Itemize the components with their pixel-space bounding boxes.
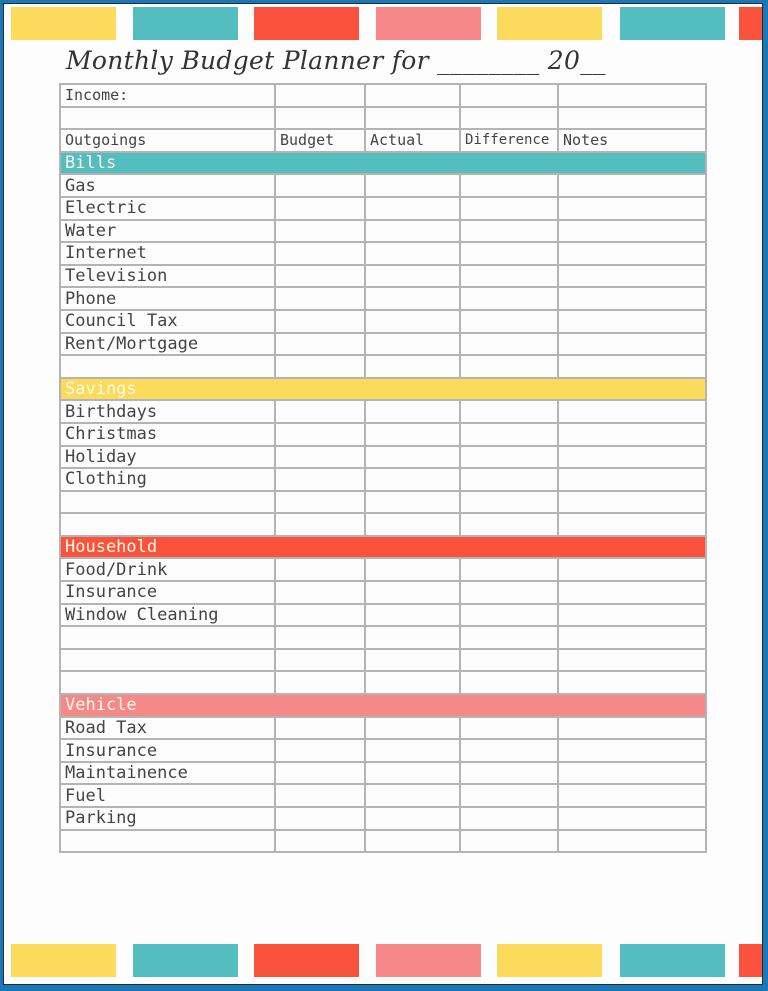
budget-cell[interactable]	[275, 762, 365, 785]
difference-cell[interactable]	[460, 671, 558, 694]
difference-cell[interactable]	[460, 649, 558, 672]
top-color-strip	[4, 7, 762, 40]
notes-cell[interactable]	[558, 581, 706, 604]
table-row	[60, 762, 706, 785]
difference-cell[interactable]	[460, 220, 558, 243]
difference-cell[interactable]	[460, 604, 558, 627]
actual-cell[interactable]	[365, 333, 460, 356]
difference-cell[interactable]	[460, 784, 558, 807]
expense-label: Internet	[60, 242, 275, 265]
actual-cell[interactable]	[365, 649, 460, 672]
budget-cell[interactable]	[275, 626, 365, 649]
budget-cell[interactable]	[275, 355, 365, 378]
notes-cell[interactable]	[558, 174, 706, 197]
table-row	[60, 604, 706, 627]
section-title: Savings	[60, 378, 275, 401]
budget-cell[interactable]	[275, 604, 365, 627]
section-bar-fill	[558, 536, 706, 559]
notes-cell[interactable]	[558, 400, 706, 423]
section-header-household	[60, 536, 706, 559]
expense-label: Clothing	[60, 468, 275, 491]
blank-cell[interactable]	[275, 107, 365, 130]
expense-label: Window Cleaning	[60, 604, 275, 627]
blank-cell[interactable]	[60, 107, 275, 130]
decorative-color-bar	[497, 7, 602, 40]
table-row	[60, 400, 706, 423]
budget-cell[interactable]	[275, 581, 365, 604]
notes-cell[interactable]	[558, 558, 706, 581]
actual-cell[interactable]	[365, 671, 460, 694]
budget-cell[interactable]	[275, 423, 365, 446]
notes-cell[interactable]	[558, 242, 706, 265]
section-title: Bills	[60, 152, 275, 175]
actual-cell[interactable]	[365, 446, 460, 469]
actual-cell[interactable]	[365, 626, 460, 649]
difference-cell[interactable]	[460, 513, 558, 536]
notes-cell[interactable]	[558, 739, 706, 762]
budget-cell[interactable]	[275, 242, 365, 265]
decorative-color-bar	[620, 7, 725, 40]
expense-label: Maintainence	[60, 762, 275, 785]
difference-cell[interactable]	[460, 807, 558, 830]
column-header-actual: Actual	[365, 129, 460, 152]
table-row	[60, 558, 706, 581]
notes-cell[interactable]	[558, 604, 706, 627]
section-bar-fill	[275, 694, 365, 717]
income-row	[60, 84, 706, 107]
difference-cell[interactable]	[460, 197, 558, 220]
notes-cell[interactable]	[558, 310, 706, 333]
blank-label-cell[interactable]	[60, 513, 275, 536]
budget-cell[interactable]	[275, 265, 365, 288]
notes-cell[interactable]	[558, 423, 706, 446]
notes-cell[interactable]	[558, 807, 706, 830]
actual-cell[interactable]	[365, 807, 460, 830]
blank-label-cell[interactable]	[60, 649, 275, 672]
actual-cell[interactable]	[365, 242, 460, 265]
actual-cell[interactable]	[365, 581, 460, 604]
blank-label-cell[interactable]	[60, 830, 275, 853]
table-row	[60, 671, 706, 694]
difference-cell[interactable]	[460, 287, 558, 310]
expense-label: Electric	[60, 197, 275, 220]
expense-label: Insurance	[60, 739, 275, 762]
expense-label: Television	[60, 265, 275, 288]
difference-cell[interactable]	[460, 558, 558, 581]
difference-cell[interactable]	[460, 830, 558, 853]
page-title: Monthly Budget Planner for ________ 20__	[66, 46, 606, 75]
table-row	[60, 423, 706, 446]
section-header-bills	[60, 152, 706, 175]
notes-cell[interactable]	[558, 762, 706, 785]
blank-label-cell[interactable]	[60, 355, 275, 378]
budget-cell[interactable]	[275, 671, 365, 694]
notes-cell[interactable]	[558, 197, 706, 220]
decorative-color-bar	[376, 944, 481, 977]
notes-cell[interactable]	[558, 355, 706, 378]
table-row	[60, 242, 706, 265]
budget-cell[interactable]	[275, 468, 365, 491]
expense-label: Christmas	[60, 423, 275, 446]
income-label: Income:	[60, 84, 275, 107]
difference-cell[interactable]	[460, 446, 558, 469]
notes-cell[interactable]	[558, 446, 706, 469]
actual-cell[interactable]	[365, 265, 460, 288]
decorative-color-bar	[254, 7, 359, 40]
budget-cell[interactable]	[275, 491, 365, 514]
actual-cell[interactable]	[365, 355, 460, 378]
budget-cell[interactable]	[275, 400, 365, 423]
section-bar-fill	[275, 536, 365, 559]
expense-label: Birthdays	[60, 400, 275, 423]
actual-cell[interactable]	[365, 287, 460, 310]
expense-label: Insurance	[60, 581, 275, 604]
actual-cell[interactable]	[365, 739, 460, 762]
table-row	[60, 649, 706, 672]
column-header-outgoings: Outgoings	[60, 129, 275, 152]
difference-cell[interactable]	[460, 762, 558, 785]
difference-cell[interactable]	[460, 423, 558, 446]
decorative-color-bar	[376, 7, 481, 40]
notes-cell[interactable]	[558, 491, 706, 514]
income-budget-cell[interactable]	[275, 84, 365, 107]
section-bar-fill	[460, 694, 558, 717]
actual-cell[interactable]	[365, 717, 460, 740]
table-row	[60, 830, 706, 853]
budget-cell[interactable]	[275, 220, 365, 243]
difference-cell[interactable]	[460, 581, 558, 604]
difference-cell[interactable]	[460, 265, 558, 288]
difference-cell[interactable]	[460, 333, 558, 356]
decorative-color-bar	[133, 944, 238, 977]
budget-cell[interactable]	[275, 333, 365, 356]
income-notes-cell[interactable]	[558, 84, 706, 107]
section-title: Vehicle	[60, 694, 275, 717]
income-blank-row	[60, 107, 706, 130]
budget-cell[interactable]	[275, 830, 365, 853]
expense-label: Water	[60, 220, 275, 243]
notes-cell[interactable]	[558, 333, 706, 356]
income-actual-cell[interactable]	[365, 84, 460, 107]
difference-cell[interactable]	[460, 717, 558, 740]
decorative-color-bar	[620, 944, 725, 977]
expense-label: Parking	[60, 807, 275, 830]
actual-cell[interactable]	[365, 762, 460, 785]
table-row	[60, 174, 706, 197]
table-row	[60, 468, 706, 491]
budget-cell[interactable]	[275, 807, 365, 830]
actual-cell[interactable]	[365, 491, 460, 514]
difference-cell[interactable]	[460, 310, 558, 333]
section-bar-fill	[365, 536, 460, 559]
table-row	[60, 265, 706, 288]
table-row	[60, 333, 706, 356]
decorative-color-bar	[254, 944, 359, 977]
table-row	[60, 220, 706, 243]
budget-cell[interactable]	[275, 717, 365, 740]
actual-cell[interactable]	[365, 400, 460, 423]
expense-label: Gas	[60, 174, 275, 197]
column-header-row	[60, 129, 706, 152]
decorative-color-bar	[739, 944, 762, 977]
actual-cell[interactable]	[365, 310, 460, 333]
notes-cell[interactable]	[558, 717, 706, 740]
difference-cell[interactable]	[460, 400, 558, 423]
table-row	[60, 287, 706, 310]
decorative-color-bar	[497, 944, 602, 977]
table-row	[60, 626, 706, 649]
decorative-color-bar	[11, 7, 116, 40]
difference-cell[interactable]	[460, 626, 558, 649]
section-bar-fill	[365, 694, 460, 717]
expense-label: Holiday	[60, 446, 275, 469]
difference-cell[interactable]	[460, 242, 558, 265]
notes-cell[interactable]	[558, 830, 706, 853]
difference-cell[interactable]	[460, 468, 558, 491]
table-row	[60, 513, 706, 536]
budget-cell[interactable]	[275, 446, 365, 469]
actual-cell[interactable]	[365, 830, 460, 853]
table-row	[60, 355, 706, 378]
expense-label: Fuel	[60, 784, 275, 807]
table-row	[60, 581, 706, 604]
notes-cell[interactable]	[558, 784, 706, 807]
actual-cell[interactable]	[365, 468, 460, 491]
actual-cell[interactable]	[365, 174, 460, 197]
notes-cell[interactable]	[558, 468, 706, 491]
budget-cell[interactable]	[275, 558, 365, 581]
notes-cell[interactable]	[558, 626, 706, 649]
section-bar-fill	[365, 152, 460, 175]
table-row	[60, 717, 706, 740]
column-header-notes: Notes	[558, 129, 706, 152]
section-bar-fill	[558, 378, 706, 401]
blank-cell[interactable]	[460, 107, 558, 130]
difference-cell[interactable]	[460, 174, 558, 197]
section-bar-fill	[460, 536, 558, 559]
section-bar-fill	[558, 694, 706, 717]
blank-label-cell[interactable]	[60, 671, 275, 694]
section-bar-fill	[275, 378, 365, 401]
budget-cell[interactable]	[275, 197, 365, 220]
notes-cell[interactable]	[558, 671, 706, 694]
difference-cell[interactable]	[460, 491, 558, 514]
blank-label-cell[interactable]	[60, 491, 275, 514]
table-row	[60, 197, 706, 220]
budget-planner-page	[4, 4, 762, 984]
column-header-difference: Difference	[460, 129, 558, 152]
actual-cell[interactable]	[365, 604, 460, 627]
expense-label: Rent/Mortgage	[60, 333, 275, 356]
bottom-color-strip	[4, 944, 762, 977]
section-title: Household	[60, 536, 275, 559]
table-row	[60, 446, 706, 469]
actual-cell[interactable]	[365, 197, 460, 220]
column-header-budget: Budget	[275, 129, 365, 152]
blank-cell[interactable]	[558, 107, 706, 130]
section-bar-fill	[460, 152, 558, 175]
notes-cell[interactable]	[558, 265, 706, 288]
expense-label: Road Tax	[60, 717, 275, 740]
budget-cell[interactable]	[275, 649, 365, 672]
expense-label: Council Tax	[60, 310, 275, 333]
notes-cell[interactable]	[558, 220, 706, 243]
table-row	[60, 807, 706, 830]
table-row	[60, 310, 706, 333]
table-row	[60, 739, 706, 762]
blank-cell[interactable]	[365, 107, 460, 130]
section-bar-fill	[275, 152, 365, 175]
table-row	[60, 784, 706, 807]
decorative-color-bar	[11, 944, 116, 977]
notes-cell[interactable]	[558, 287, 706, 310]
actual-cell[interactable]	[365, 784, 460, 807]
budget-table	[59, 83, 707, 853]
actual-cell[interactable]	[365, 220, 460, 243]
budget-cell[interactable]	[275, 784, 365, 807]
decorative-color-bar	[739, 7, 762, 40]
difference-cell[interactable]	[460, 739, 558, 762]
actual-cell[interactable]	[365, 423, 460, 446]
actual-cell[interactable]	[365, 513, 460, 536]
budget-cell[interactable]	[275, 287, 365, 310]
difference-cell[interactable]	[460, 355, 558, 378]
expense-label: Food/Drink	[60, 558, 275, 581]
expense-label: Phone	[60, 287, 275, 310]
section-bar-fill	[558, 152, 706, 175]
budget-cell[interactable]	[275, 739, 365, 762]
section-bar-fill	[365, 378, 460, 401]
budget-cell[interactable]	[275, 174, 365, 197]
table-row	[60, 491, 706, 514]
budget-cell[interactable]	[275, 513, 365, 536]
income-difference-cell[interactable]	[460, 84, 558, 107]
notes-cell[interactable]	[558, 513, 706, 536]
section-bar-fill	[460, 378, 558, 401]
section-header-savings	[60, 378, 706, 401]
actual-cell[interactable]	[365, 558, 460, 581]
budget-cell[interactable]	[275, 310, 365, 333]
section-header-vehicle	[60, 694, 706, 717]
decorative-color-bar	[133, 7, 238, 40]
blank-label-cell[interactable]	[60, 626, 275, 649]
notes-cell[interactable]	[558, 649, 706, 672]
